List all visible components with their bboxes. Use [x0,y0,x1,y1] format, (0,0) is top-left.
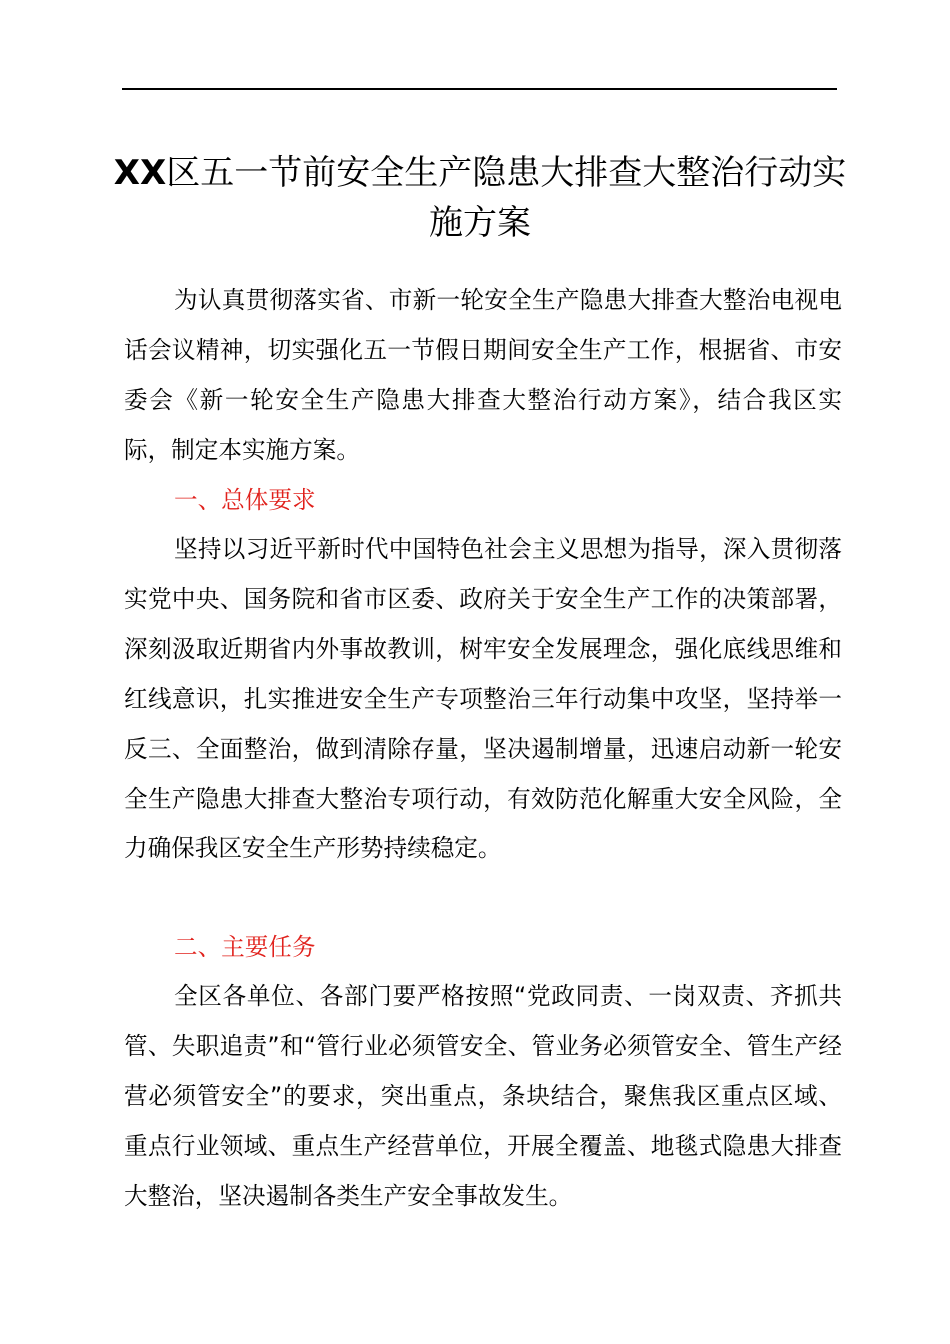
section-heading-overall-requirements: 一、总体要求 [174,486,316,514]
intro-paragraph: 为认真贯彻落实省、市新一轮安全生产隐患大排查大整治电视电话会议精神，切实强化五一节假日期间安全生产工作，根据省、市安委会《新一轮安全生产隐患大排查大整治行动方案》，结合我区实际，制定本实施方案。 [124,286,842,464]
section1-paragraph: 坚持以习近平新时代中国特色社会主义思想为指导，深入贯彻落实党中央、国务院和省市区委、政府关于安全生产工作的决策部署，深刻汲取近期省内外事故教训，树牢安全发展理念，强化底线思维和红线意识，扎实推进安全生产专项整治三年行动集中攻坚，坚持举一反三、全面整治，做到清除存量，坚决遏制增量，迅速启动新一轮安全生产隐患大排查大整治专项行动，有效防范化解重大安全风险，全力确保我区安全生产形势持续稳定。 [124,535,842,863]
title-prefix: XX [113,153,167,193]
section-heading-main-tasks: 二、主要任务 [174,933,316,961]
document-title [100,148,860,248]
title-text: 区五一节前安全生产隐患大排查大整治行动实施方案 [166,153,847,243]
header-rule [122,88,837,90]
section2-paragraph: 全区各单位、各部门要严格按照“党政同责、一岗双责、齐抓共管、失职追责”和“管行业必须管安全、管业务必须管安全、管生产经营必须管安全”的要求，突出重点，条块结合，聚焦我区重点区域、重点行业领域、重点生产经营单位，开展全覆盖、地毯式隐患大排查大整治，坚决遏制各类生产安全事故发生。 [124,982,842,1210]
